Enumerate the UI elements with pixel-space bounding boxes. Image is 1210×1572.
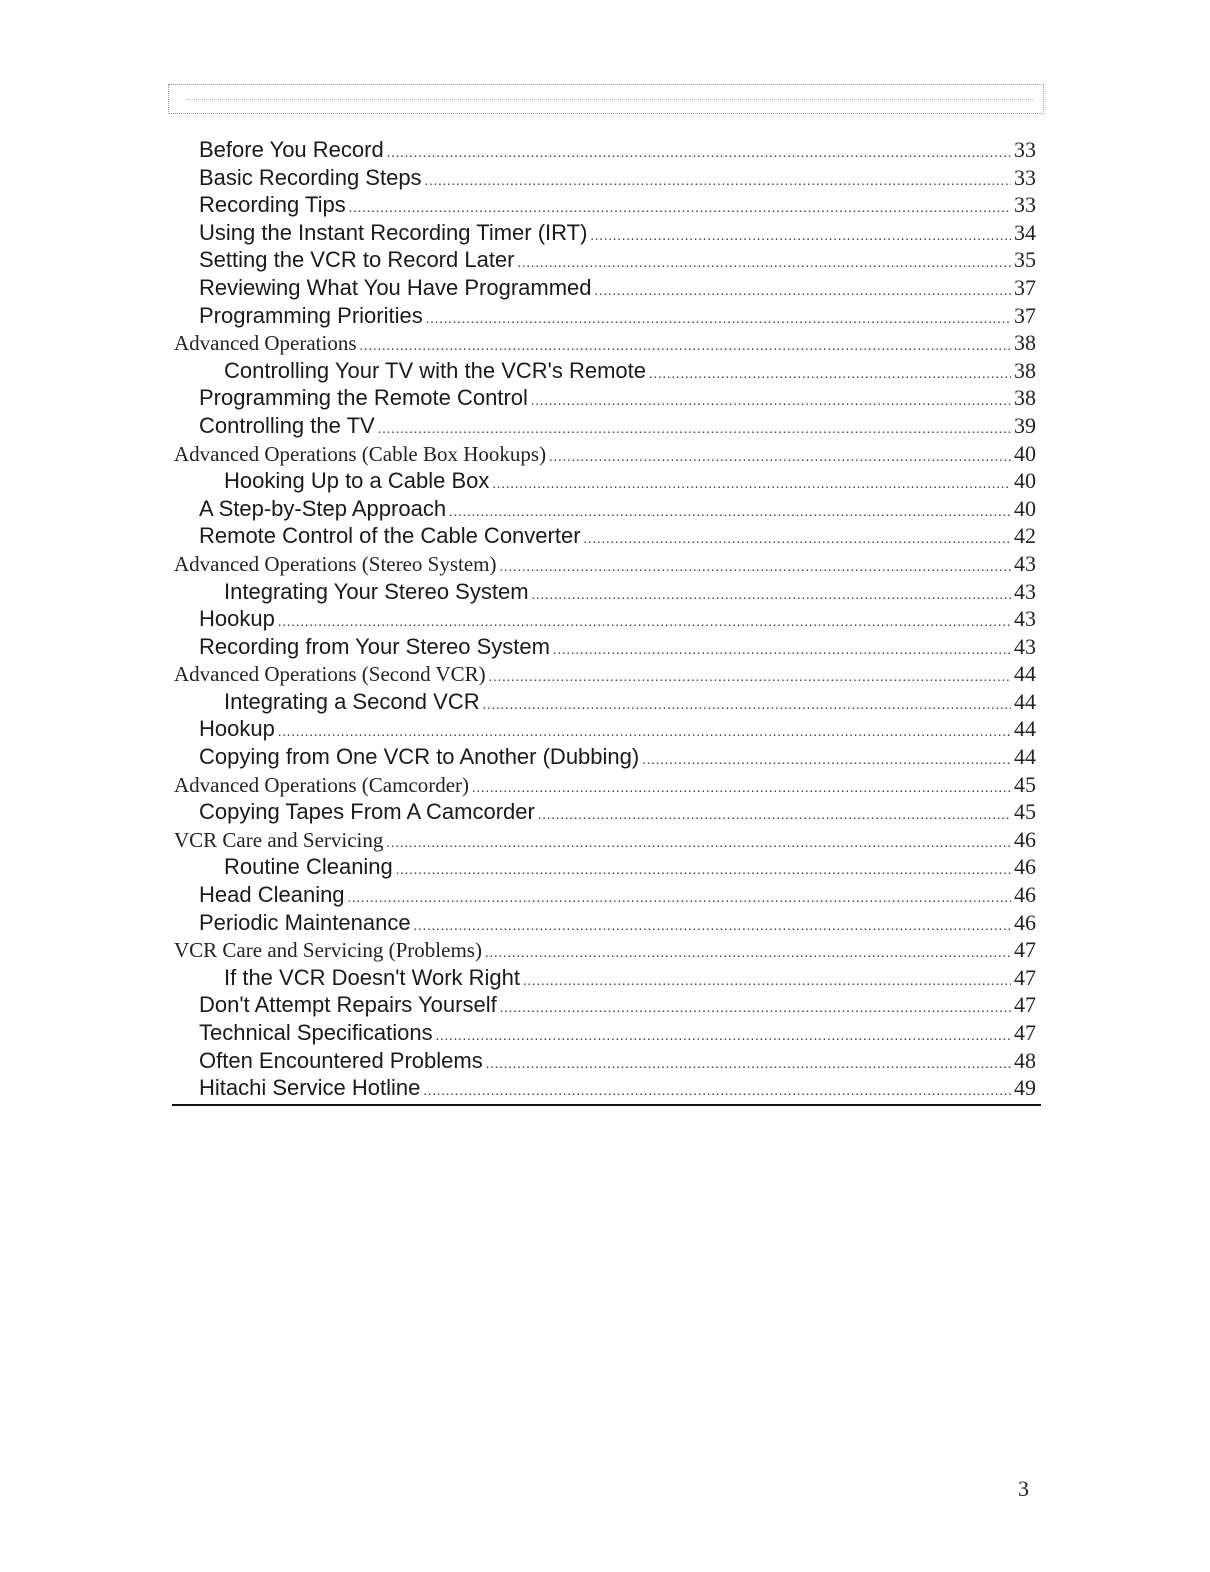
dot-leader <box>500 560 1012 576</box>
dot-leader <box>531 394 1011 410</box>
dot-leader <box>649 367 1011 383</box>
toc-entry-title: Setting the VCR to Record Later <box>199 247 515 273</box>
toc-entry <box>174 165 1036 193</box>
toc-entry-title: Copying Tapes From A Camcorder <box>199 799 535 825</box>
toc-entry-title: Advanced Operations (Camcorder) <box>174 772 470 797</box>
toc-entry <box>174 303 1036 331</box>
toc-entry-title: Hookup <box>199 716 275 742</box>
toc-entry-page: 43 <box>1014 633 1036 659</box>
dot-leader <box>360 339 1011 355</box>
toc-entry-title: Remote Control of the Cable Converter <box>199 523 581 549</box>
dot-leader <box>449 505 1011 521</box>
toc-entry-page: 38 <box>1014 330 1036 356</box>
toc-entry <box>174 385 1036 413</box>
dot-leader <box>483 698 1011 714</box>
header-frame <box>168 84 1044 114</box>
toc-entry-title: VCR Care and Servicing (Problems) <box>174 938 482 963</box>
toc-entry-page: 40 <box>1014 468 1036 494</box>
toc-entry-page: 44 <box>1014 661 1036 687</box>
toc-entry-page: 46 <box>1014 826 1036 852</box>
toc-entry-title: Often Encountered Problems <box>199 1047 483 1073</box>
toc-entry <box>174 689 1036 717</box>
toc-entry <box>174 220 1036 248</box>
toc-entry-title: Using the Instant Recording Timer (IRT) <box>199 219 588 245</box>
toc-entry-title: Hitachi Service Hotline <box>199 1075 421 1101</box>
toc-section-entry <box>174 772 1036 800</box>
toc-entry-title: Controlling Your TV with the VCR's Remote <box>224 357 646 383</box>
toc-section-entry <box>174 937 1036 965</box>
dot-leader <box>486 1057 1011 1073</box>
dot-leader <box>425 174 1011 190</box>
toc-entry-title: Programming Priorities <box>199 302 423 328</box>
toc-entry-page: 46 <box>1014 909 1036 935</box>
dot-leader <box>549 450 1011 466</box>
toc-section-entry <box>174 441 1036 469</box>
dot-leader <box>532 588 1011 604</box>
toc-entry-page: 47 <box>1014 937 1036 963</box>
toc-entry-page: 47 <box>1014 964 1036 990</box>
toc-entry <box>174 579 1036 607</box>
toc-entry <box>174 137 1036 165</box>
dot-leader <box>518 256 1012 272</box>
toc-entry-title: Controlling the TV <box>199 412 375 438</box>
toc-entry <box>174 1048 1036 1076</box>
toc-entry <box>174 523 1036 551</box>
dot-leader <box>590 229 1011 245</box>
dot-leader <box>642 753 1011 769</box>
toc-section-entry <box>174 551 1036 579</box>
toc-entry-title: Advanced Operations (Stereo System) <box>174 551 497 576</box>
toc-entry-page: 37 <box>1014 302 1036 328</box>
dot-leader <box>500 1001 1011 1017</box>
dot-leader <box>553 643 1011 659</box>
toc-entry <box>174 247 1036 275</box>
toc-entry-page: 46 <box>1014 854 1036 880</box>
toc-entry-page: 40 <box>1014 495 1036 521</box>
toc-entry-page: 38 <box>1014 385 1036 411</box>
toc-entry-page: 47 <box>1014 1020 1036 1045</box>
dot-leader <box>489 670 1011 686</box>
dot-leader <box>584 532 1011 548</box>
dot-leader <box>278 615 1011 631</box>
toc-entry-page: 33 <box>1014 192 1036 218</box>
toc-entry-title: Don't Attempt Repairs Yourself <box>199 992 497 1018</box>
toc-entry <box>174 413 1036 441</box>
toc-entry-title: Before You Record <box>199 137 384 162</box>
dot-leader <box>278 725 1011 741</box>
toc-entry-page: 48 <box>1014 1047 1036 1073</box>
toc-entry <box>174 468 1036 496</box>
toc-entry <box>174 716 1036 744</box>
toc-entry-title: Programming the Remote Control <box>199 385 528 411</box>
toc-entry-page: 38 <box>1014 357 1036 383</box>
dot-leader <box>387 146 1011 162</box>
dot-leader <box>414 919 1011 935</box>
toc-entry <box>174 882 1036 910</box>
toc-entry <box>174 496 1036 524</box>
toc-entry <box>174 992 1036 1020</box>
dot-leader <box>492 477 1011 493</box>
dot-leader <box>538 808 1011 824</box>
toc-entry-title: Advanced Operations (Second VCR) <box>174 662 486 687</box>
toc-entry <box>174 799 1036 827</box>
toc-entry-page: 47 <box>1014 992 1036 1018</box>
toc-bottom-rule <box>172 1104 1041 1106</box>
toc-entry-page: 45 <box>1014 771 1036 797</box>
toc-entry <box>174 910 1036 938</box>
toc-section-entry <box>174 827 1036 855</box>
toc-entry-page: 39 <box>1014 412 1036 438</box>
toc-entry-page: 42 <box>1014 523 1036 549</box>
dot-leader <box>523 974 1011 990</box>
toc-entry-title: Technical Specifications <box>199 1020 433 1045</box>
toc-entry-page: 44 <box>1014 688 1036 714</box>
toc-entry-page: 43 <box>1014 550 1036 576</box>
toc-entry-title: Hooking Up to a Cable Box <box>224 468 490 494</box>
page-number: 3 <box>1018 1476 1029 1501</box>
toc-entry <box>174 744 1036 772</box>
toc-entry <box>174 192 1036 220</box>
toc-entry-title: A Step-by-Step Approach <box>199 495 447 521</box>
dot-leader <box>386 836 1011 852</box>
toc-entry-page: 40 <box>1014 440 1036 466</box>
dot-leader <box>348 891 1011 907</box>
dot-leader <box>378 422 1011 438</box>
toc-entry-title: Routine Cleaning <box>224 854 393 880</box>
dot-leader <box>595 284 1011 300</box>
header-dotted-rule <box>187 99 1033 100</box>
toc-entry <box>174 634 1036 662</box>
toc-entry-title: Recording from Your Stereo System <box>199 633 550 659</box>
toc-entry-title: Copying from One VCR to Another (Dubbing) <box>199 744 640 770</box>
toc-entry-page: 44 <box>1014 716 1036 742</box>
toc-entry-title: If the VCR Doesn't Work Right <box>224 964 521 990</box>
toc-entry <box>174 606 1036 634</box>
table-of-contents <box>174 137 1036 1103</box>
dot-leader <box>396 863 1011 879</box>
toc-entry <box>174 1075 1036 1103</box>
toc-entry <box>174 1020 1036 1048</box>
toc-entry <box>174 275 1036 303</box>
toc-entry-title: Integrating a Second VCR <box>224 688 480 714</box>
toc-entry-title: Hookup <box>199 606 275 632</box>
toc-entry-title: Reviewing What You Have Programmed <box>199 274 592 300</box>
toc-entry-title: Head Cleaning <box>199 882 345 908</box>
toc-entry-page: 33 <box>1014 137 1036 162</box>
toc-entry-title: Basic Recording Steps <box>199 164 422 190</box>
toc-entry-page: 37 <box>1014 274 1036 300</box>
toc-entry-page: 44 <box>1014 744 1036 770</box>
dot-leader <box>436 1029 1011 1045</box>
toc-entry-page: 35 <box>1014 247 1036 273</box>
toc-entry-title: VCR Care and Servicing <box>174 827 384 852</box>
toc-entry <box>174 358 1036 386</box>
toc-entry <box>174 854 1036 882</box>
toc-entry-page: 46 <box>1014 882 1036 908</box>
toc-entry-title: Periodic Maintenance <box>199 909 411 935</box>
dot-leader <box>349 201 1011 217</box>
dot-leader <box>485 946 1011 962</box>
toc-entry-title: Advanced Operations (Cable Box Hookups) <box>174 441 547 466</box>
toc-entry-page: 45 <box>1014 799 1036 825</box>
toc-entry-page: 43 <box>1014 606 1036 632</box>
dot-leader <box>426 312 1011 328</box>
toc-entry-title: Integrating Your Stereo System <box>224 578 529 604</box>
toc-entry <box>174 965 1036 993</box>
toc-entry-page: 34 <box>1014 219 1036 245</box>
toc-entry-title: Advanced Operations <box>174 331 357 356</box>
toc-section-entry <box>174 661 1036 689</box>
dot-leader <box>423 1084 1011 1100</box>
toc-entry-page: 43 <box>1014 578 1036 604</box>
toc-entry-title: Recording Tips <box>199 192 346 218</box>
toc-entry-page: 33 <box>1014 164 1036 190</box>
toc-section-entry <box>174 330 1036 358</box>
dot-leader <box>472 781 1011 797</box>
toc-entry-page: 49 <box>1014 1075 1036 1101</box>
